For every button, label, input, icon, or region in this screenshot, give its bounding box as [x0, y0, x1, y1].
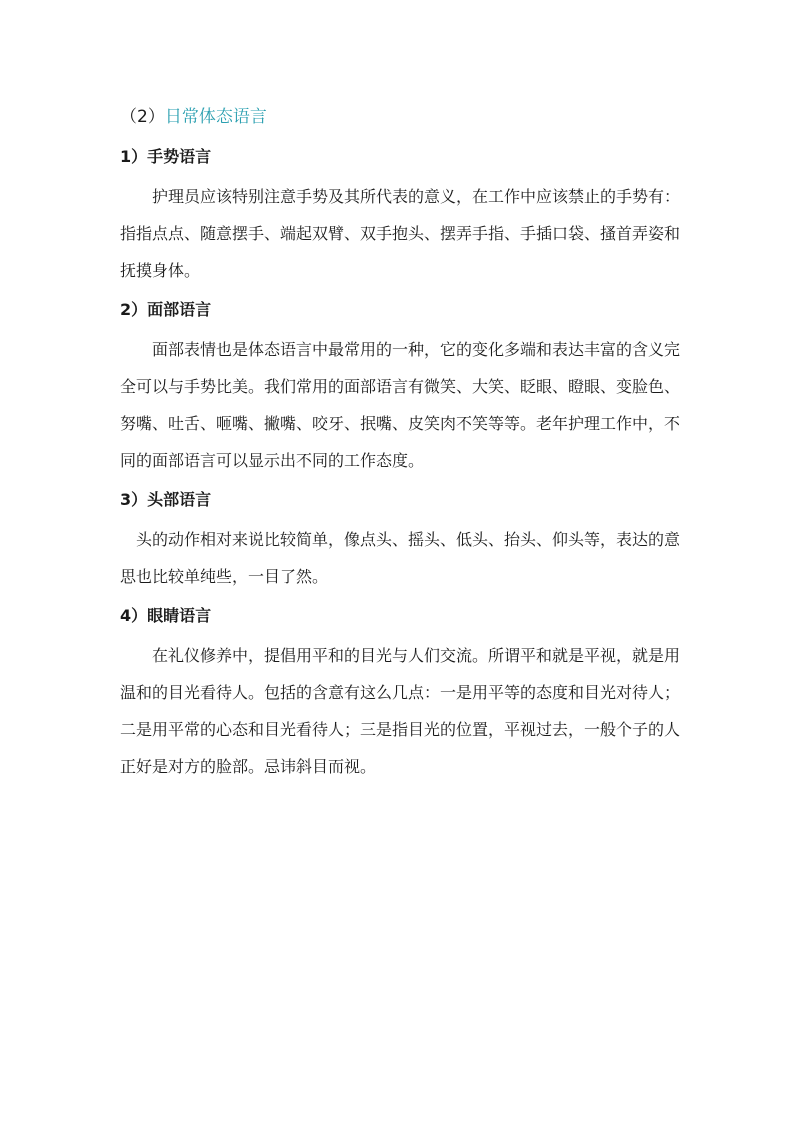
document-page	[120, 100, 680, 791]
subsection-heading-face: 2）面部语言	[120, 300, 212, 319]
section-number: （2）	[120, 107, 165, 127]
section-title: 日常体态语言	[164, 107, 267, 127]
subsection-heading-gesture: 1）手势语言	[120, 147, 212, 166]
subsection-heading-head: 3）头部语言	[120, 490, 212, 509]
subsection-text-gesture: 护理员应该特别注意手势及其所代表的意义，在工作中应该禁止的手势有：指指点点、随意摆手、端起双臂、双手抱头、摆弄手指、手插口袋、搔首弄姿和抚摸身体。	[120, 187, 681, 280]
section-heading	[120, 100, 680, 134]
subsection-heading-eyes: 4）眼睛语言	[120, 606, 212, 625]
subsection-text-head: 头的动作相对来说比较简单，像点头、摇头、低头、抬头、仰头等，表达的意思也比较单纯些，一目了然。	[120, 530, 681, 586]
subsection-text-face: 面部表情也是体态语言中最常用的一种，它的变化多端和表达丰富的含义完全可以与手势比美。我们常用的面部语言有微笑、大笑、眨眼、瞪眼、变脸色、努嘴、吐舌、咂嘴、撇嘴、咬牙、抿嘴、皮笑肉不笑等等。老年护理工作中，不同的面部语言可以显示出不同的工作态度。	[120, 340, 681, 470]
subsection-text-eyes: 在礼仪修养中，提倡用平和的目光与人们交流。所谓平和就是平视，就是用温和的目光看待人。包括的含意有这么几点：一是用平等的态度和目光对待人；二是用平常的心态和目光看待人；三是指目光的位置，平视过去，一般个子的人正好是对方的脸部。忌讳斜目而视。	[120, 646, 681, 776]
